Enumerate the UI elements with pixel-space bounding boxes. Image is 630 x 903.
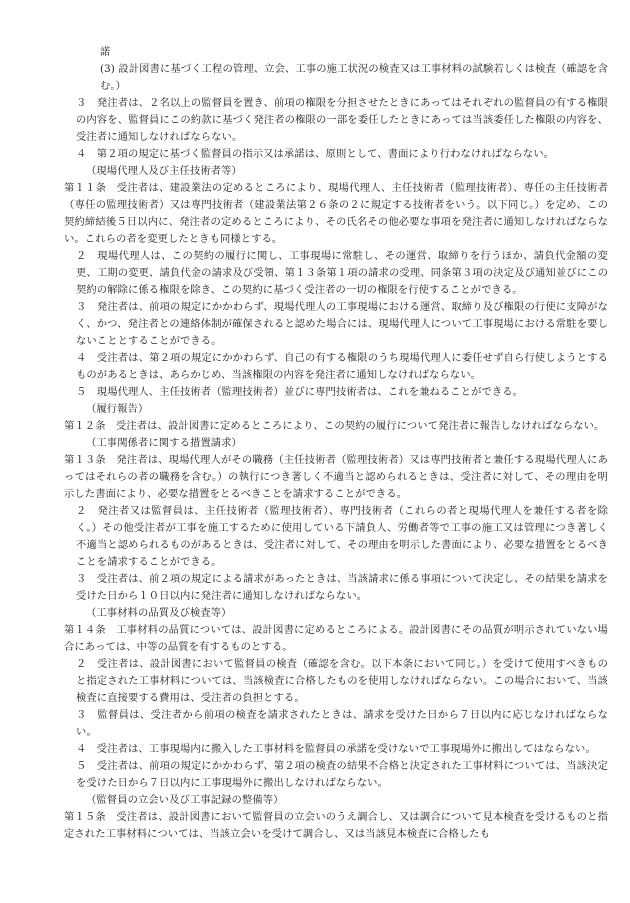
paragraph-item: ３ 発注者は、２名以上の監督員を置き、前項の権限を分担させたときにあってはそれぞれの監督員の有する権限の内容を、監督員にこの約款に基づく発注者の権限の一部を委任したときにあっては当該委任した権限の内容を、受注者に通知しなければならない。 — [76, 97, 608, 143]
article-14: 第１４条 工事材料の品質については、設計図書に定めるところによる。設計図書にその品質が明示されていない場合にあっては、中等の品質を有するものとする。 — [64, 624, 608, 653]
paragraph-item: ４ 受注者は、第２項の規定にかかわらず、自己の有する権限のうち現場代理人に委任せず自ら行使しようとするものがあるときは、あらかじめ、当該権限の内容を発注者に通知しなければならない。 — [76, 352, 608, 381]
article-15: 第１５条 受注者は、設計図書において監督員の立会いのうえ調合し、又は調合について見本検査を受けるものと指定された工事材料については、当該立会いを受けて調合し、又は当該見本検査に合格したも — [64, 811, 608, 840]
paragraph-item-3: (3) 設計図書に基づく工程の管理、立会、工事の施工状況の検査又は工事材料の試験若しくは検査（確認を含む。） — [100, 63, 608, 92]
section-heading: （工事材料の品質及び検査等） — [86, 607, 232, 619]
paragraph-item: ３ 受注者は、前２項の規定による請求があったときは、当該請求に係る事項について決定し、その結果を請求を受けた日から１０日以内に発注者に通知しなければならない。 — [76, 573, 608, 602]
paragraph-item: ２ 現場代理人は、この契約の履行に関し、工事現場に常駐し、その運営、取締りを行うほか、請負代金額の変更、工期の変更、請負代金の請求及び受領、第１３条第１項の請求の受理、同条第３項の決定及び通知並びにこの契約の解除に係る権限を除き、この契約に基づく受注者の一切の権限を行使することができる。 — [76, 250, 608, 296]
paragraph-item: ５ 受注者は、前項の規定にかかわらず、第２項の検査の結果不合格と決定された工事材料については、当該決定を受けた日から７日以内に工事現場外に搬出しなければならない。 — [76, 760, 608, 789]
paragraph-item: ３ 発注者は、前項の規定にかかわらず、現場代理人の工事現場における運営、取締り及び権限の行使に支障がなく、かつ、発注者との連絡体制が確保されると認めた場合には、現場代理人について工事現場における常駐を要しないこととすることができる。 — [76, 301, 608, 347]
article-13: 第１３条 発注者は、現場代理人がその職務（主任技術者（監理技術者）又は専門技術者と兼任する現場代理人にあってはそれらの者の職務を含む。）の執行につき著しく不適当と認められるときは、受注者に対して、その理由を明示した書面により、必要な措置をとるべきことを請求することができる。 — [64, 454, 608, 500]
paragraph-item: ５ 現場代理人、主任技術者（監理技術者）並びに専門技術者は、これを兼ねることができる。 — [76, 386, 524, 398]
section-heading: （工事関係者に関する措置請求） — [86, 437, 242, 449]
paragraph-item: ２ 発注者又は監督員は、主任技術者（監理技術者）、専門技術者（これらの者と現場代理人を兼任する者を除く。）その他受注者が工事を施工するために使用している下請負人、労働者等で工事の施工又は管理につき著しく不適当と認められるものがあるときは、受注者に対して、その理由を明示した書面により、必要な措置をとるべきことを請求することができる。 — [76, 505, 608, 568]
paragraph-continuation: 諾 — [100, 46, 111, 58]
section-heading: （履行報告） — [86, 403, 149, 415]
paragraph-item: ４ 受注者は、工事現場内に搬入した工事材料を監督員の承諾を受けないで工事現場外に搬出してはならない。 — [76, 743, 596, 755]
section-heading: （監督員の立会い及び工事記録の整備等） — [86, 794, 284, 806]
paragraph-item: ３ 監督員は、受注者から前項の検査を請求されたときは、請求を受けた日から７日以内に応じなければならない。 — [76, 709, 608, 738]
paragraph-item: ４ 第２項の規定に基づく監督員の指示又は承諾は、原則として、書面により行わなければならない。 — [76, 148, 555, 160]
section-heading: （現場代理人及び主任技術者等） — [86, 165, 242, 177]
article-12: 第１２条 受注者は、設計図書に定めるところにより、この契約の履行について発注者に報告しなければならない。 — [64, 420, 605, 432]
paragraph-item: ２ 受注者は、設計図書において監督員の検査（確認を含む。以下本条において同じ。）を受けて使用すべきものと指定された工事材料については、当該検査に合格したものを使用しなければならない。この場合において、当該検査に直接要する費用は、受注者の負担とする。 — [76, 658, 608, 704]
article-11: 第１１条 受注者は、建設業法の定めるところにより、現場代理人、主任技術者（監理技術者）、専任の主任技術者（専任の監理技術者）又は専門技術者（建設業法第２６条の２に規定する技術者をいう。以下同じ。）を定め、この契約締結後５日以内に、発注者の定めるところにより、その氏名その他必要な事項を発注者に通知しなければならない。これらの者を変更したときも同様とする。 — [64, 182, 608, 245]
